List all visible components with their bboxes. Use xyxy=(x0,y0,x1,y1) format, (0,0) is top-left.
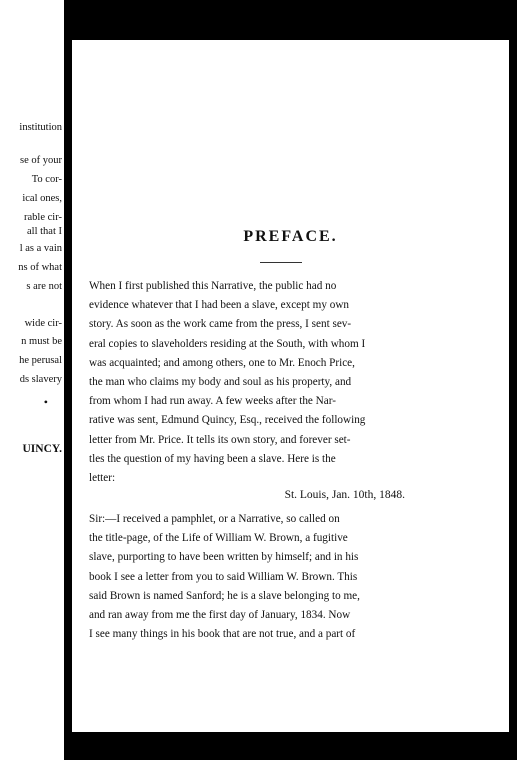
left-text-line: all that I xyxy=(27,226,62,237)
paragraph-line: evidence whatever that I had been a slave, except my own xyxy=(89,299,349,312)
left-text-line: ical ones, xyxy=(22,193,62,204)
left-signature: UINCY. xyxy=(22,443,62,455)
left-text-line: n must be xyxy=(21,336,62,347)
paragraph-line: slave, purporting to have been written by himself; and in his xyxy=(89,551,359,564)
paragraph-line: said Brown is named Sanford; he is a slave belonging to me, xyxy=(89,589,360,602)
paragraph-line: book I see a letter from you to said William W. Brown. This xyxy=(89,570,358,583)
paragraph-line: and ran away from me the first day of January, 1834. Now xyxy=(89,608,351,621)
paragraph-line: eral copies to slaveholders residing at the South, with whom I xyxy=(89,337,366,350)
right-page xyxy=(72,40,509,732)
paragraph-line: I see many things in his book that are not true, and a part of xyxy=(89,628,356,641)
left-text-line: ds slavery xyxy=(19,374,62,385)
paragraph-line: When I first published this Narrative, the public had no xyxy=(89,280,337,292)
paragraph-line: Sir:—I received a pamphlet, or a Narrative, so called on xyxy=(89,513,340,525)
paragraph-line: story. As soon as the work came from the press, I sent sev- xyxy=(89,318,352,331)
left-text-line: institution xyxy=(19,122,62,133)
left-text-line: s are not xyxy=(26,281,62,292)
left-text-line: To cor- xyxy=(31,174,62,185)
page-title: PREFACE. xyxy=(243,228,338,245)
paragraph-line: the man who claims my body and soul as his property, and xyxy=(89,375,352,388)
left-dot: • xyxy=(43,395,48,409)
left-page-fragment xyxy=(0,0,64,760)
letter-paragraph xyxy=(89,510,405,644)
title-rule xyxy=(260,262,302,263)
left-text-line: ns of what xyxy=(18,262,62,273)
paragraph-line: letter: xyxy=(89,471,116,484)
paragraph-line: the title-page, of the Life of William W. Brown, a fugitive xyxy=(89,532,348,545)
paragraph-line: letter from Mr. Price. It tells its own story, and forever set- xyxy=(89,433,351,446)
left-text-line: wide cir- xyxy=(24,318,62,329)
left-text-line: he perusal xyxy=(19,355,62,366)
paragraph-line: from whom I had run away. A few weeks after the Nar- xyxy=(89,395,336,408)
left-text-line: rable cir- xyxy=(24,212,62,223)
left-text-line: l as a vain xyxy=(19,243,62,254)
paragraph-line: rative was sent, Edmund Quincy, Esq., received the following xyxy=(89,414,366,427)
letter-dateline: St. Louis, Jan. 10th, 1848. xyxy=(284,489,405,501)
preface-paragraph xyxy=(89,277,405,488)
paragraph-line: was acquainted; and among others, one to Mr. Enoch Price, xyxy=(89,356,355,369)
paragraph-line: tles the question of my having been a slave. Here is the xyxy=(89,452,336,465)
left-text-line: se of your xyxy=(20,155,62,166)
